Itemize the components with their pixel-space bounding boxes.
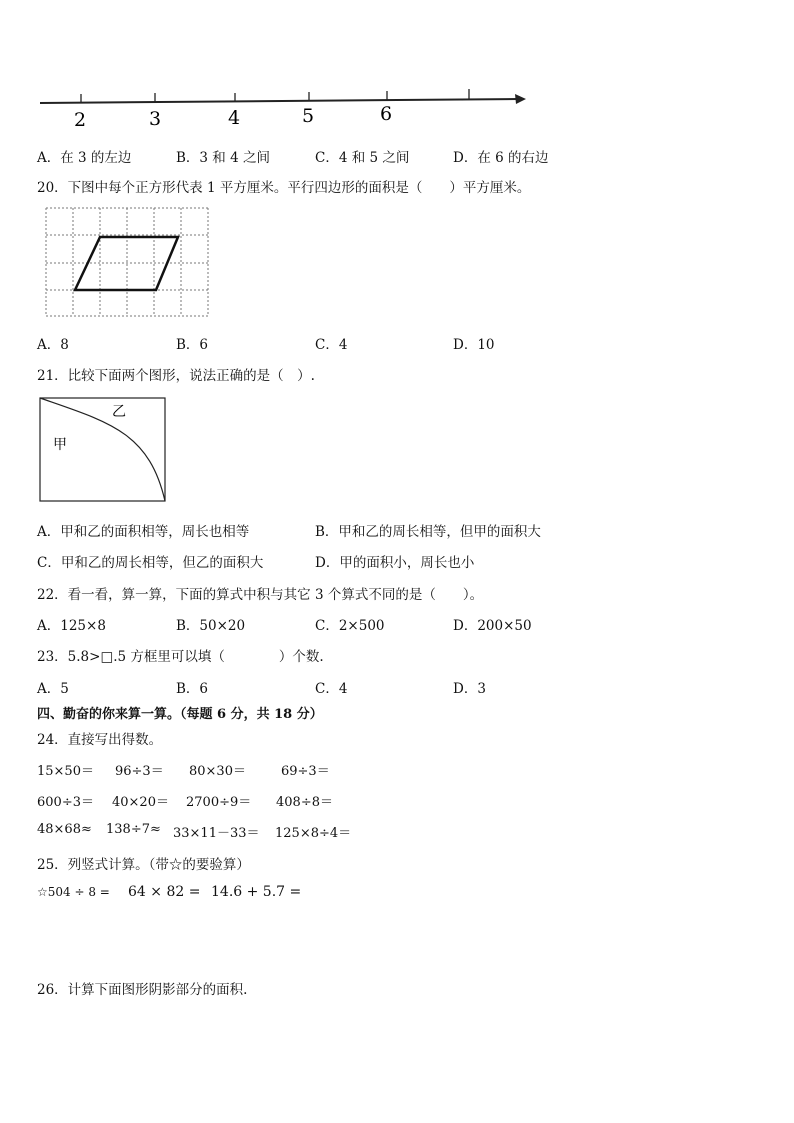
tick-label: 3	[149, 108, 162, 130]
q24-item: 138÷7≈	[106, 822, 161, 837]
q23-option-b: B．6	[176, 681, 209, 697]
q24-stem: 24．直接写出得数。	[37, 732, 163, 748]
q25-stem: 25．列竖式计算。（带☆的要验算）	[37, 857, 250, 873]
q22-option-a: A．125×8	[37, 618, 106, 634]
q24-item: 96÷3＝	[115, 764, 164, 779]
q24-item: 15×50＝	[37, 764, 94, 779]
q19-option-c: C．4 和 5 之间	[315, 150, 410, 166]
q23-option-a: A．5	[37, 681, 69, 697]
q20-option-b: B．6	[176, 337, 209, 353]
q21-stem: 21．比较下面两个图形，说法正确的是（ ）.	[37, 368, 315, 384]
q25-item: 14.6 + 5.7 =	[211, 884, 302, 900]
q22-option-d: D．200×50	[453, 618, 532, 634]
q23-stem: 23．5.8>□.5 方框里可以填（ ）个数.	[37, 649, 324, 665]
q22-stem: 22．看一看，算一算，下面的算式中积与其它 3 个算式不同的是（ ）。	[37, 587, 484, 603]
q26-stem: 26．计算下面图形阴影部分的面积.	[37, 982, 248, 998]
q19-option-d: D．在 6 的右边	[453, 150, 549, 166]
q24-item: 80×30＝	[189, 764, 246, 779]
q20-option-c: C．4	[315, 337, 348, 353]
q20-option-d: D．10	[453, 337, 495, 353]
q24-item: 600÷3＝	[37, 795, 94, 810]
q24-item: 40×20＝	[112, 795, 169, 810]
tick-label: 4	[228, 107, 241, 129]
number-line-axis	[40, 99, 518, 103]
q24-item: 69÷3＝	[281, 764, 330, 779]
section-heading: 四、勤奋的你来算一算。（每题 6 分，共 18 分）	[37, 707, 323, 722]
q23-option-c: C．4	[315, 681, 348, 697]
q24-item: 48×68≈	[37, 822, 92, 837]
q20-option-a: A．8	[37, 337, 69, 353]
tick-label: 2	[74, 109, 87, 131]
q21-option-a: A．甲和乙的面积相等，周长也相等	[37, 524, 250, 540]
q22-option-b: B．50×20	[176, 618, 246, 634]
q21-figure	[39, 397, 167, 503]
q24-item: 408÷8＝	[276, 795, 333, 810]
tick-label: 6	[380, 103, 393, 125]
q22-option-c: C．2×500	[315, 618, 385, 634]
q21-option-c: C．甲和乙的周长相等，但乙的面积大	[37, 555, 264, 571]
q21-label-yi: 乙	[112, 404, 126, 420]
q19-option-b: B．3 和 4 之间	[176, 150, 270, 166]
number-line-figure	[30, 84, 540, 134]
q24-item: 2700÷9＝	[186, 795, 252, 810]
q21-option-d: D．甲的面积小，周长也小	[315, 555, 475, 571]
q24-item: 33×11－33＝	[173, 826, 260, 841]
q23-option-d: D．3	[453, 681, 486, 697]
q19-option-a: A．在 3 的左边	[37, 150, 132, 166]
number-line-arrow-icon	[515, 94, 526, 104]
q20-grid-figure	[44, 206, 210, 318]
q20-stem: 20．下图中每个正方形代表 1 平方厘米。平行四边形的面积是（ ）平方厘米。	[37, 180, 531, 196]
q21-option-b: B．甲和乙的周长相等，但甲的面积大	[315, 524, 541, 540]
q24-item: 125×8÷4＝	[275, 826, 352, 841]
q25-item: ☆504 ÷ 8 =	[37, 885, 110, 899]
q25-item: 64 × 82 =	[128, 884, 201, 900]
tick-label: 5	[302, 105, 315, 127]
q21-label-jia: 甲	[53, 437, 67, 453]
